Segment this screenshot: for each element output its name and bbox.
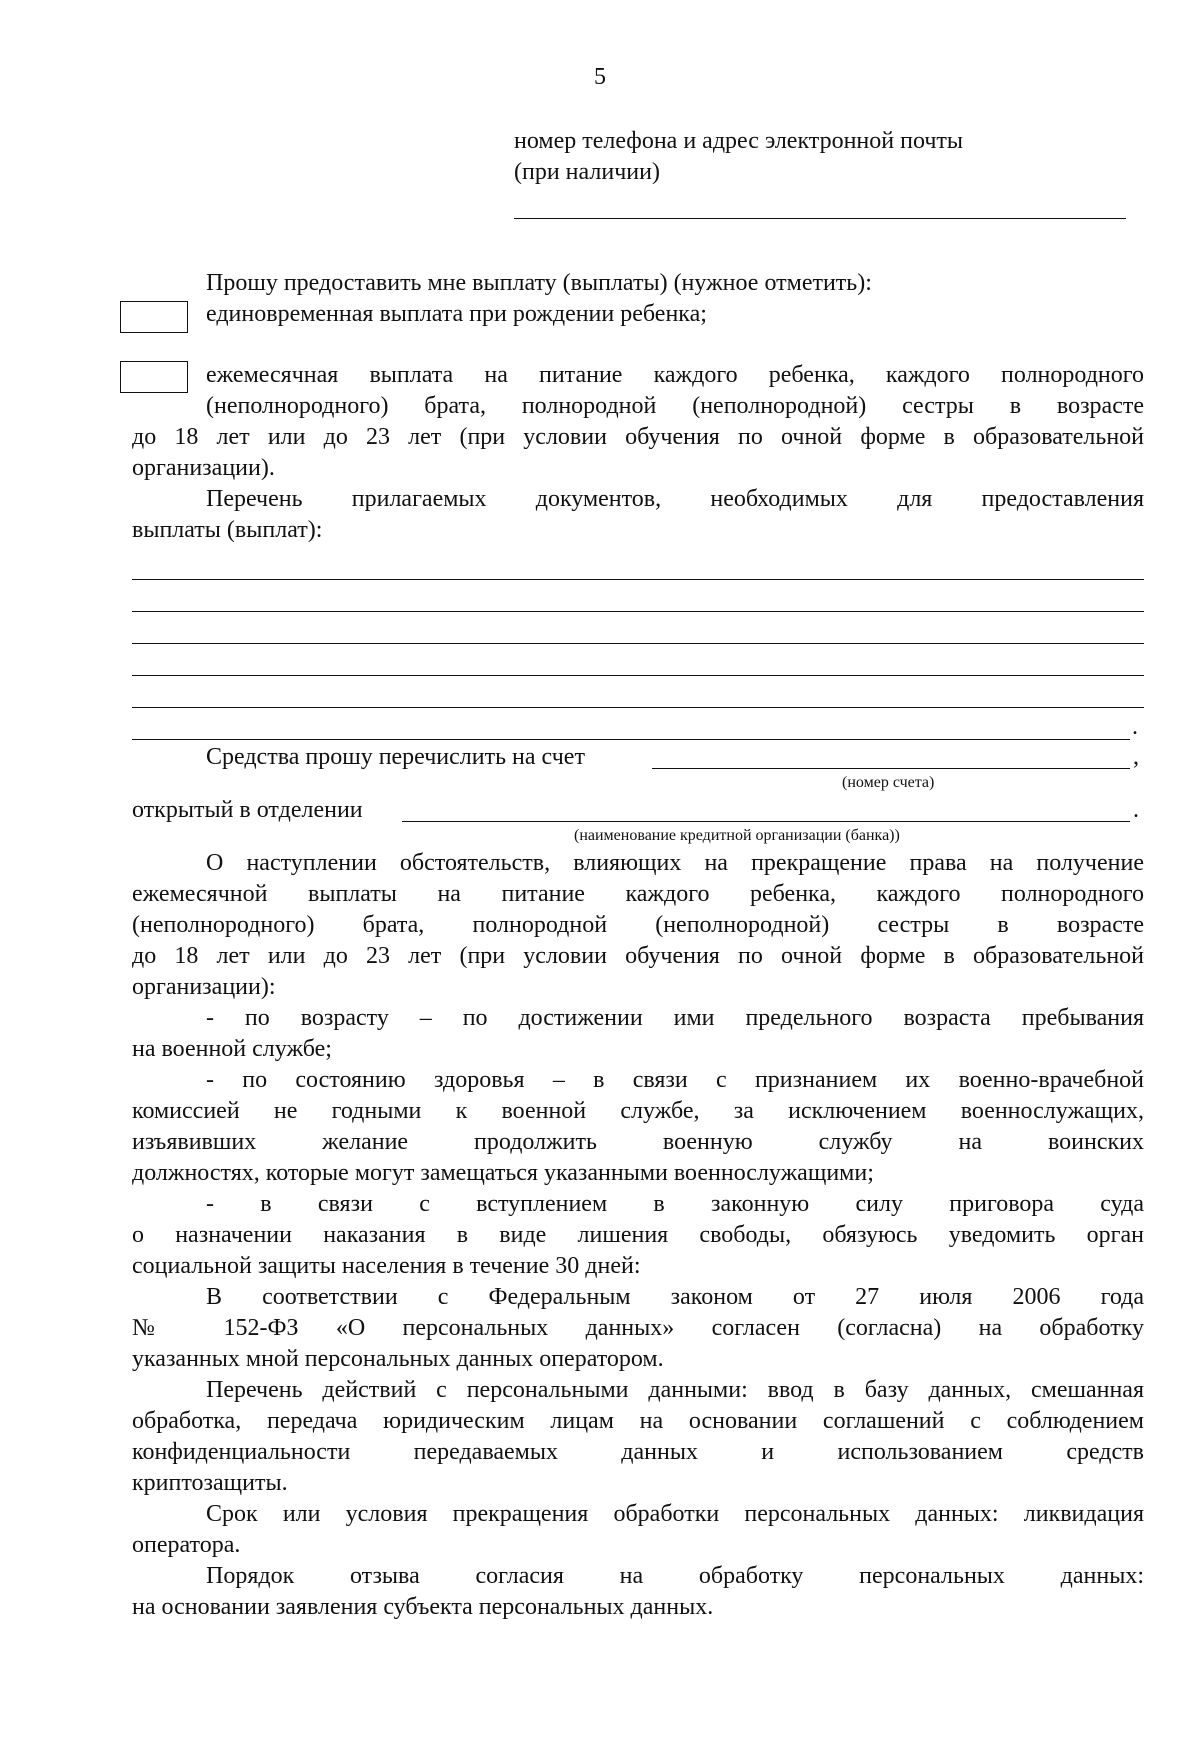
law-clause-line: указанных мной персональных данных оператором.	[132, 1346, 664, 1372]
documents-heading-line2: выплаты (выплат):	[132, 517, 323, 543]
option-two-label-line1: ежемесячная выплата на питание каждого ребенка, каждого полнородного	[206, 362, 1144, 388]
court-clause-line: социальной защиты населения в течение 30 дней:	[132, 1253, 641, 1279]
bank-name-note: (наименование кредитной организации (банка))	[574, 827, 900, 844]
term-clause-line: Срок или условия прекращения обработки персональных данных: ликвидация	[206, 1501, 1144, 1527]
documents-line[interactable]	[132, 548, 1144, 580]
court-clause-line: о назначении наказания в виде лишения свободы, обязуюсь уведомить орган	[132, 1222, 1144, 1248]
documents-heading-line1: Перечень прилагаемых документов, необходимых для предоставления	[206, 486, 1144, 512]
option-two-section	[132, 360, 1144, 546]
notice-line: (неполнородного) брата, полнородной (неполнородной) сестры в возрасте	[132, 912, 1144, 938]
documents-line[interactable]	[132, 612, 1144, 644]
account-prefix: Средства прошу перечислить на счет	[206, 744, 585, 770]
bank-period: .	[1133, 797, 1139, 823]
consent-text	[132, 848, 1144, 1623]
health-clause-line: изъявивших желание продолжить военную службу на воинских	[132, 1129, 1144, 1155]
health-clause-line: комиссией не годными к военной службе, за исключением военнослужащих,	[132, 1098, 1144, 1124]
bank-prefix: открытый в отделении	[132, 797, 363, 823]
contact-label	[514, 126, 1074, 188]
option-two-label-line4: организации).	[132, 455, 275, 481]
documents-list	[132, 548, 1144, 739]
revoke-clause-line: Порядок отзыва согласия на обработку персональных данных:	[206, 1563, 1144, 1589]
term-clause-line: оператора.	[132, 1532, 241, 1558]
actions-clause-line: Перечень действий с персональными данными: ввод в базу данных, смешанная	[206, 1377, 1144, 1403]
notice-line: ежемесячной выплаты на питание каждого ребенка, каждого полнородного	[132, 881, 1144, 907]
notice-line: до 18 лет или до 23 лет (при условии обучения по очной форме в образовательной	[132, 943, 1144, 969]
option-one-label: единовременная выплата при рождении ребенка;	[206, 301, 707, 327]
option-two-monthly-food	[132, 360, 1144, 391]
revoke-clause-line: на основании заявления субъекта персональных данных.	[132, 1594, 714, 1620]
contact-label-line1: номер телефона и адрес электронной почты	[514, 128, 964, 154]
checkbox-birth-payment[interactable]	[120, 301, 188, 333]
notice-line: организации):	[132, 974, 276, 1000]
option-two-label-line2: (неполнородного) брата, полнородной (неполнородной) сестры в возрасте	[206, 393, 1144, 419]
contact-label-line2: (при наличии)	[514, 159, 660, 185]
account-comma: ,	[1133, 744, 1139, 770]
documents-end-period: .	[1132, 714, 1138, 740]
account-section	[132, 742, 1144, 848]
actions-clause-line: конфиденциальности передаваемых данных и использованием средств	[132, 1439, 1144, 1465]
health-clause-line: - по состоянию здоровья – в связи с признанием их военно-врачебной	[206, 1067, 1144, 1093]
option-two-label-line3: до 18 лет или до 23 лет (при условии обучения по очной форме в образовательной	[132, 424, 1144, 450]
actions-clause-line: обработка, передача юридическим лицам на основании соглашений с соблюдением	[132, 1408, 1144, 1434]
documents-line[interactable]	[132, 676, 1144, 708]
notice-line: О наступлении обстоятельств, влияющих на прекращение права на получение	[206, 850, 1144, 876]
law-clause-line: № 152-ФЗ «О персональных данных» согласен (согласна) на обработку	[132, 1315, 1144, 1341]
health-clause-line: должностях, которые могут замещаться указанными военнослужащими;	[132, 1160, 874, 1186]
age-clause-line: на военной службе;	[132, 1036, 332, 1062]
option-one-birth-payment	[132, 299, 1144, 330]
contact-input-line[interactable]	[514, 218, 1126, 219]
checkbox-monthly-food-payment[interactable]	[120, 361, 188, 393]
actions-clause-line: криптозащиты.	[132, 1470, 288, 1496]
documents-line[interactable]	[132, 580, 1144, 612]
request-intro: Прошу предоставить мне выплату (выплаты) (нужное отметить):	[206, 270, 872, 296]
documents-line[interactable]	[132, 644, 1144, 676]
page-number: 5	[594, 64, 606, 90]
court-clause-line: - в связи с вступлением в законную силу приговора суда	[206, 1191, 1144, 1217]
account-number-input[interactable]	[652, 742, 1130, 769]
request-section	[132, 268, 1144, 330]
account-number-note: (номер счета)	[842, 774, 935, 791]
law-clause-line: В соответствии с Федеральным законом от 27 июля 2006 года	[206, 1284, 1144, 1310]
bank-name-input[interactable]	[402, 795, 1130, 822]
age-clause-line: - по возрасту – по достижении ими предельного возраста пребывания	[206, 1005, 1144, 1031]
documents-line[interactable]	[132, 708, 1130, 740]
